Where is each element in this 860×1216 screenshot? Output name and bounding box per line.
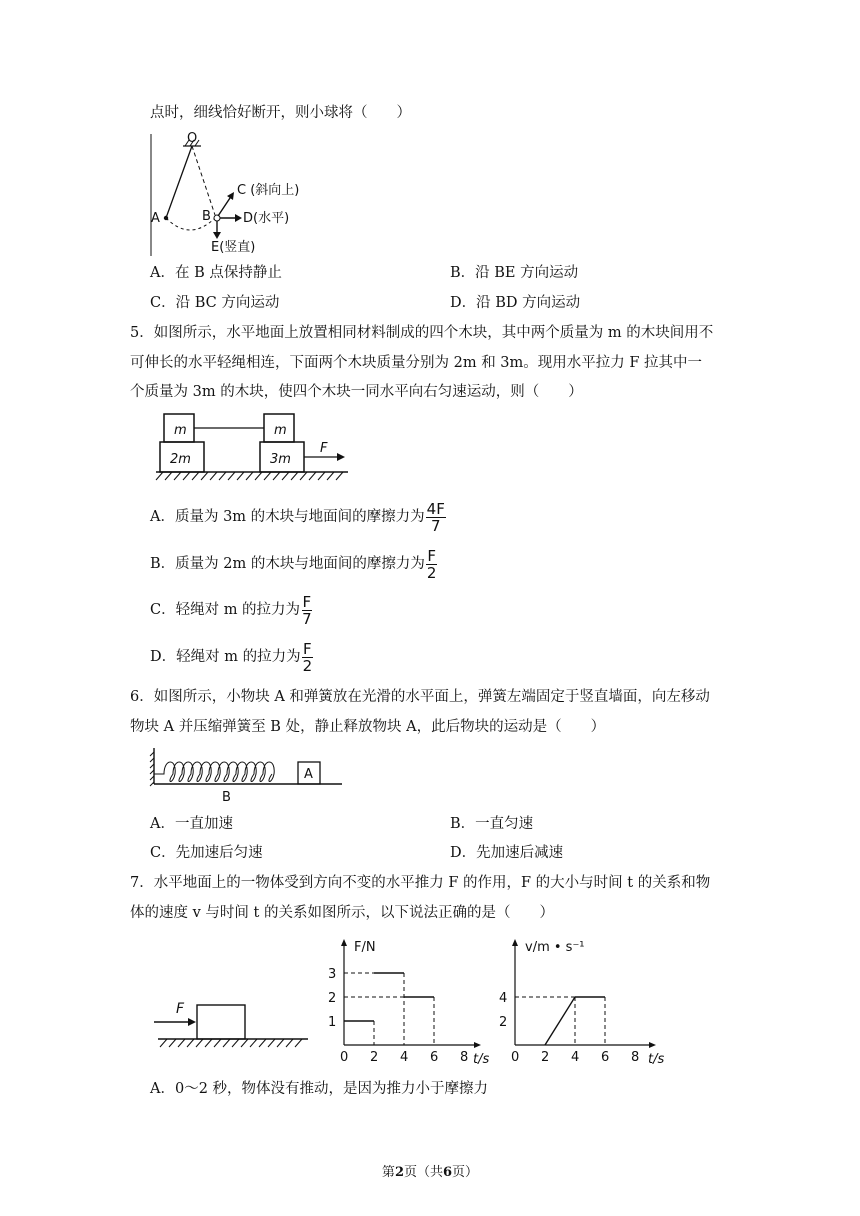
q4-option-a[interactable]: A．在 B 点保持静止	[150, 265, 282, 281]
q6-stem-line-2: 物块 A 并压缩弹簧至 B 处，静止释放物块 A，此后物块的运动是（ ）	[130, 719, 606, 735]
q6-spring-figure	[150, 744, 350, 806]
ground-hatch	[277, 1039, 284, 1047]
fraction: $\frac{F}{7}$	[302, 592, 312, 628]
ground-hatch	[255, 472, 262, 480]
q4-stem-tail: 点时，细线恰好断开，则小球将（ ）	[150, 105, 411, 121]
fraction: $\frac{4F}{7}$	[426, 499, 445, 535]
q7-stem-line-1: 7．水平地面上的一物体受到方向不变的水平推力 F 的作用，F 的大小与时间 t 的关系和物	[130, 875, 711, 891]
x-tick-label: 4	[571, 1050, 580, 1065]
ground-hatch	[268, 1039, 275, 1047]
ground-hatch	[201, 472, 208, 480]
ground-hatch	[214, 1039, 221, 1047]
q5-stem-line-3: 个质量为 3m 的木块，使四个木块一同水平向右匀速运动，则（ ）	[130, 384, 583, 400]
q4-option-d[interactable]: D．沿 BD 方向运动	[450, 295, 581, 311]
ground-hatch	[169, 1039, 176, 1047]
y-axis-arrow	[512, 939, 518, 946]
y-axis-arrow	[341, 939, 347, 946]
ground-hatch	[210, 472, 217, 480]
x-axis-arrow	[649, 1042, 656, 1048]
q5-stem-line-1: 5．如图所示，水平地面上放置相同材料制成的四个木块，其中两个质量为 m 的木块间用不	[130, 325, 714, 341]
x-tick-label: 4	[400, 1050, 409, 1065]
label-B: B	[202, 209, 211, 224]
label-E: E(竖直)	[211, 240, 256, 255]
velocity-segment	[545, 997, 575, 1045]
q6-option-a[interactable]: A．一直加速	[150, 816, 233, 832]
x-axis-label: t/s	[648, 1052, 665, 1067]
ground-hatch	[237, 472, 244, 480]
x-tick-label: 0	[511, 1050, 520, 1065]
ground-hatch	[223, 1039, 230, 1047]
ground-hatch	[232, 1039, 239, 1047]
x-tick-label: 6	[601, 1050, 610, 1065]
ground-hatch	[327, 472, 334, 480]
ground-hatch	[282, 472, 289, 480]
ground-hatch	[156, 472, 163, 480]
q4-option-c[interactable]: C．沿 BC 方向运动	[150, 295, 280, 311]
x-tick-label: 2	[370, 1050, 379, 1065]
q5-option-b[interactable]: B．质量为 2m 的木块与地面间的摩擦力为 $\frac{F}{2}$	[150, 546, 437, 582]
x-axis-arrow	[474, 1042, 481, 1048]
x-tick-label: 0	[340, 1050, 349, 1065]
ground-hatch	[300, 472, 307, 480]
ground-hatch	[192, 472, 199, 480]
label-m-left: m	[174, 423, 187, 438]
ground-hatch	[286, 1039, 293, 1047]
q6-option-c[interactable]: C．先加速后匀速	[150, 845, 263, 861]
label-3m: 3m	[270, 452, 291, 467]
q5-option-d[interactable]: D．轻绳对 m 的拉力为 $\frac{F}{2}$	[150, 639, 313, 675]
ground-hatch	[336, 472, 343, 480]
q5-stem-line-2: 可伸长的水平轻绳相连，下面两个木块质量分别为 2m 和 3m。现用水平拉力 F 拉其中一	[130, 355, 703, 371]
total-pages: 6	[443, 1165, 453, 1180]
ground-hatch	[295, 1039, 302, 1047]
y-axis-label: F/N	[354, 940, 376, 955]
label-A: A	[151, 211, 160, 226]
label-2m: 2m	[170, 452, 191, 467]
ground-hatch	[205, 1039, 212, 1047]
y-tick-label: 4	[499, 991, 508, 1006]
ground-hatch	[259, 1039, 266, 1047]
ground-hatch	[264, 472, 271, 480]
y-tick-label: 2	[328, 991, 337, 1006]
x-tick-label: 6	[430, 1050, 439, 1065]
fraction: $\frac{F}{2}$	[426, 546, 437, 582]
ground-hatch	[273, 472, 280, 480]
q7-push-figure	[150, 995, 320, 1055]
ground-hatch	[309, 472, 316, 480]
q6-stem-line-1: 6．如图所示，小物块 A 和弹簧放在光滑的水平面上，弹簧左端固定于竖直墙面，向左移动	[130, 689, 710, 705]
x-tick-label: 8	[460, 1050, 469, 1065]
y-tick-label: 3	[328, 967, 337, 982]
ground-hatch	[160, 1039, 167, 1047]
ground-hatch	[183, 472, 190, 480]
ground-hatch	[165, 472, 172, 480]
y-axis-label: v/m • s⁻¹	[525, 940, 585, 955]
ground-hatch	[250, 1039, 257, 1047]
page-footer: 第2页（共6页）	[381, 1165, 479, 1180]
y-tick-label: 2	[499, 1015, 508, 1030]
ground-hatch	[219, 472, 226, 480]
ground-hatch	[241, 1039, 248, 1047]
ground-hatch	[246, 472, 253, 480]
q6-option-d[interactable]: D．先加速后减速	[450, 845, 564, 861]
q7-option-a[interactable]: A．0～2 秒，物体没有推动，是因为推力小于摩擦力	[150, 1081, 489, 1097]
q5-option-c[interactable]: C．轻绳对 m 的拉力为 $\frac{F}{7}$	[150, 592, 312, 628]
label-block-A: A	[304, 767, 313, 782]
label-C: C (斜向上)	[237, 183, 300, 198]
label-force-F: F	[176, 1001, 185, 1017]
ground-hatch	[178, 1039, 185, 1047]
q7-stem-line-2: 体的速度 v 与时间 t 的关系如图所示，以下说法正确的是（ ）	[130, 905, 554, 921]
x-tick-label: 8	[631, 1050, 640, 1065]
q5-blocks-figure	[150, 408, 355, 470]
ground-hatch	[228, 472, 235, 480]
q6-option-b[interactable]: B．一直匀速	[450, 816, 534, 832]
ground-hatch	[318, 472, 325, 480]
fraction: $\frac{F}{2}$	[302, 639, 313, 675]
label-m-right: m	[274, 423, 287, 438]
current-page: 2	[394, 1165, 404, 1180]
q5-option-a[interactable]: A．质量为 3m 的木块与地面间的摩擦力为 $\frac{4F}{7}$	[150, 499, 445, 535]
ground-hatch	[291, 472, 298, 480]
x-tick-label: 2	[541, 1050, 550, 1065]
velocity-time-chart	[500, 935, 700, 1070]
label-D: D(水平)	[243, 211, 290, 226]
ground-hatch	[174, 472, 181, 480]
y-tick-label: 1	[328, 1015, 337, 1030]
ground-hatch	[196, 1039, 203, 1047]
q4-option-b[interactable]: B．沿 BE 方向运动	[450, 265, 579, 281]
q4-pendulum-figure	[145, 130, 315, 260]
label-point-B: B	[222, 790, 231, 805]
x-axis-label: t/s	[473, 1052, 490, 1067]
force-time-chart	[320, 935, 500, 1070]
label-F: F	[320, 441, 328, 456]
ground-hatch	[187, 1039, 194, 1047]
label-O: O	[187, 131, 198, 146]
